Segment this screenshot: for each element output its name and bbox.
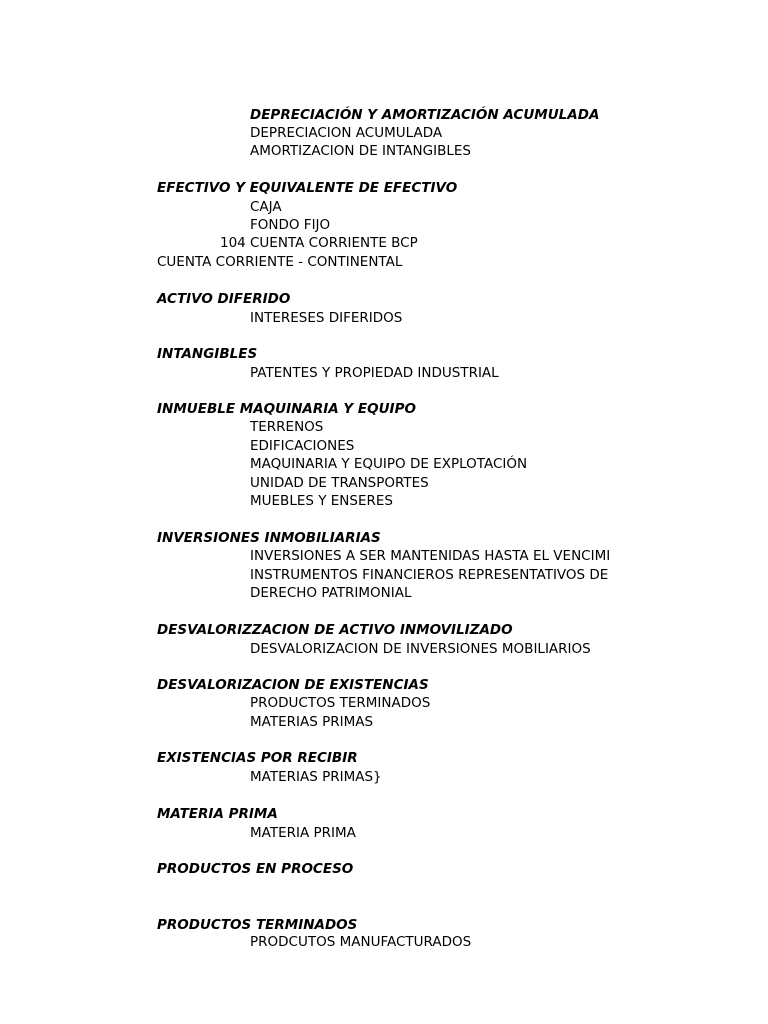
account-item: PRODCUTOS MANUFACTURADOS [250,934,472,950]
section-heading-depreciacion: DEPRECIACIÓN Y AMORTIZACIÓN ACUMULADA [250,107,600,123]
account-item: CAJA [250,199,282,215]
account-item: PRODUCTOS TERMINADOS [250,695,431,711]
account-item: INSTRUMENTOS FINANCIEROS REPRESENTATIVOS DE [250,567,609,583]
section-heading-intangibles: INTANGIBLES [157,346,258,362]
account-number: 104 [220,235,246,251]
account-item: CUENTA CORRIENTE - CONTINENTAL [157,254,403,270]
account-item: INTERESES DIFERIDOS [250,310,403,326]
account-item: CUENTA CORRIENTE BCP [250,235,418,251]
section-heading-activo-diferido: ACTIVO DIFERIDO [157,291,291,307]
account-item: MATERIA PRIMA [250,825,356,841]
account-item: MATERIAS PRIMAS [250,714,374,730]
section-heading-efectivo: EFECTIVO Y EQUIVALENTE DE EFECTIVO [157,180,458,196]
account-item: TERRENOS [250,419,324,435]
account-item: PATENTES Y PROPIEDAD INDUSTRIAL [250,365,499,381]
section-heading-materia-prima: MATERIA PRIMA [157,806,278,822]
account-item: FONDO FIJO [250,217,331,233]
account-item: UNIDAD DE TRANSPORTES [250,475,429,491]
account-item: INVERSIONES A SER MANTENIDAS HASTA EL VENCIMI [250,548,611,564]
account-item: DEPRECIACION ACUMULADA [250,125,443,141]
account-item: DESVALORIZACION DE INVERSIONES MOBILIARIOS [250,641,591,657]
section-heading-desvalorizacion-activo: DESVALORIZZACION DE ACTIVO INMOVILIZADO [157,622,513,638]
account-item: AMORTIZACION DE INTANGIBLES [250,143,471,159]
account-item: MATERIAS PRIMAS} [250,769,382,785]
section-heading-inmueble: INMUEBLE MAQUINARIA Y EQUIPO [157,401,416,417]
account-item: MAQUINARIA Y EQUIPO DE EXPLOTACIÓN [250,456,528,472]
section-heading-existencias-por-recibir: EXISTENCIAS POR RECIBIR [157,750,358,766]
section-heading-productos-en-proceso: PRODUCTOS EN PROCESO [157,861,354,877]
section-heading-desvalorizacion-existencias: DESVALORIZACION DE EXISTENCIAS [157,677,429,693]
account-item: MUEBLES Y ENSERES [250,493,393,509]
section-heading-productos-terminados: PRODUCTOS TERMINADOS [157,917,358,933]
section-heading-inversiones: INVERSIONES INMOBILIARIAS [157,530,381,546]
account-item: EDIFICACIONES [250,438,355,454]
account-item: DERECHO PATRIMONIAL [250,585,412,601]
